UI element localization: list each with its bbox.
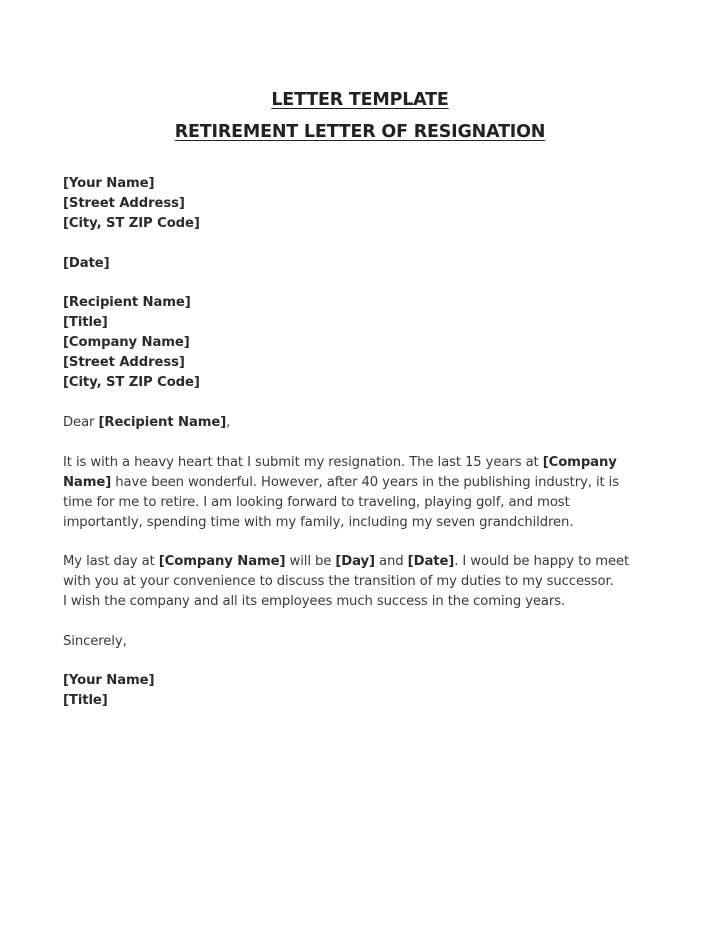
- signature-name: [Your Name]: [63, 673, 155, 688]
- p2-line2: with you at your convenience to discuss the transition of my duties to my successor.: [63, 574, 614, 589]
- p2-text-c: and: [374, 554, 408, 569]
- recipient-company: [Company Name]: [63, 335, 190, 350]
- p1-line3: time for me to retire. I am looking forward to traveling, playing golf, and most: [63, 495, 570, 510]
- date-block: [63, 254, 643, 274]
- recipient-title: [Title]: [63, 315, 108, 330]
- paragraph-2: [63, 552, 643, 612]
- p2-text-d: . I would be happy to meet: [454, 554, 630, 569]
- salutation-name: [Recipient Name]: [98, 415, 227, 430]
- p2-text-a: My last day at: [63, 554, 159, 569]
- p2-day: [Day]: [335, 554, 375, 569]
- sender-name: [Your Name]: [63, 176, 155, 191]
- recipient-city: [City, ST ZIP Code]: [63, 375, 200, 390]
- letter-header: [0, 84, 720, 148]
- recipient-address-block: [63, 293, 643, 393]
- p1-line2-company: Name]: [63, 475, 112, 490]
- sender-address-block: [63, 174, 643, 234]
- closing: [63, 632, 643, 652]
- p1-line1-company: [Company: [542, 455, 617, 470]
- sender-street: [Street Address]: [63, 196, 185, 211]
- p2-line3: I wish the company and all its employees much success in the coming years.: [63, 594, 566, 609]
- p1-line2-text: have been wonderful. However, after 40 years in the publishing industry, it is: [111, 475, 620, 490]
- document-subtitle: RETIREMENT LETTER OF RESIGNATION: [174, 122, 546, 142]
- p2-company: [Company Name]: [158, 554, 286, 569]
- salutation: [63, 413, 643, 433]
- paragraph-1: [63, 453, 643, 533]
- sender-city: [City, ST ZIP Code]: [63, 216, 200, 231]
- letter-date: [Date]: [63, 256, 110, 271]
- closing-text: Sincerely,: [63, 634, 127, 649]
- p2-text-b: will be: [285, 554, 336, 569]
- recipient-name: [Recipient Name]: [63, 295, 191, 310]
- salutation-prefix: Dear: [63, 415, 99, 430]
- recipient-street: [Street Address]: [63, 355, 185, 370]
- signature-title: [Title]: [63, 693, 108, 708]
- p1-line1-text: It is with a heavy heart that I submit my resignation. The last 15 years at: [63, 455, 543, 470]
- signature-block: [63, 671, 643, 711]
- p1-line4: importantly, spending time with my family, including my seven grandchildren.: [63, 515, 574, 530]
- p2-date: [Date]: [407, 554, 455, 569]
- salutation-suffix: ,: [226, 415, 231, 430]
- document-title: LETTER TEMPLATE: [271, 90, 449, 110]
